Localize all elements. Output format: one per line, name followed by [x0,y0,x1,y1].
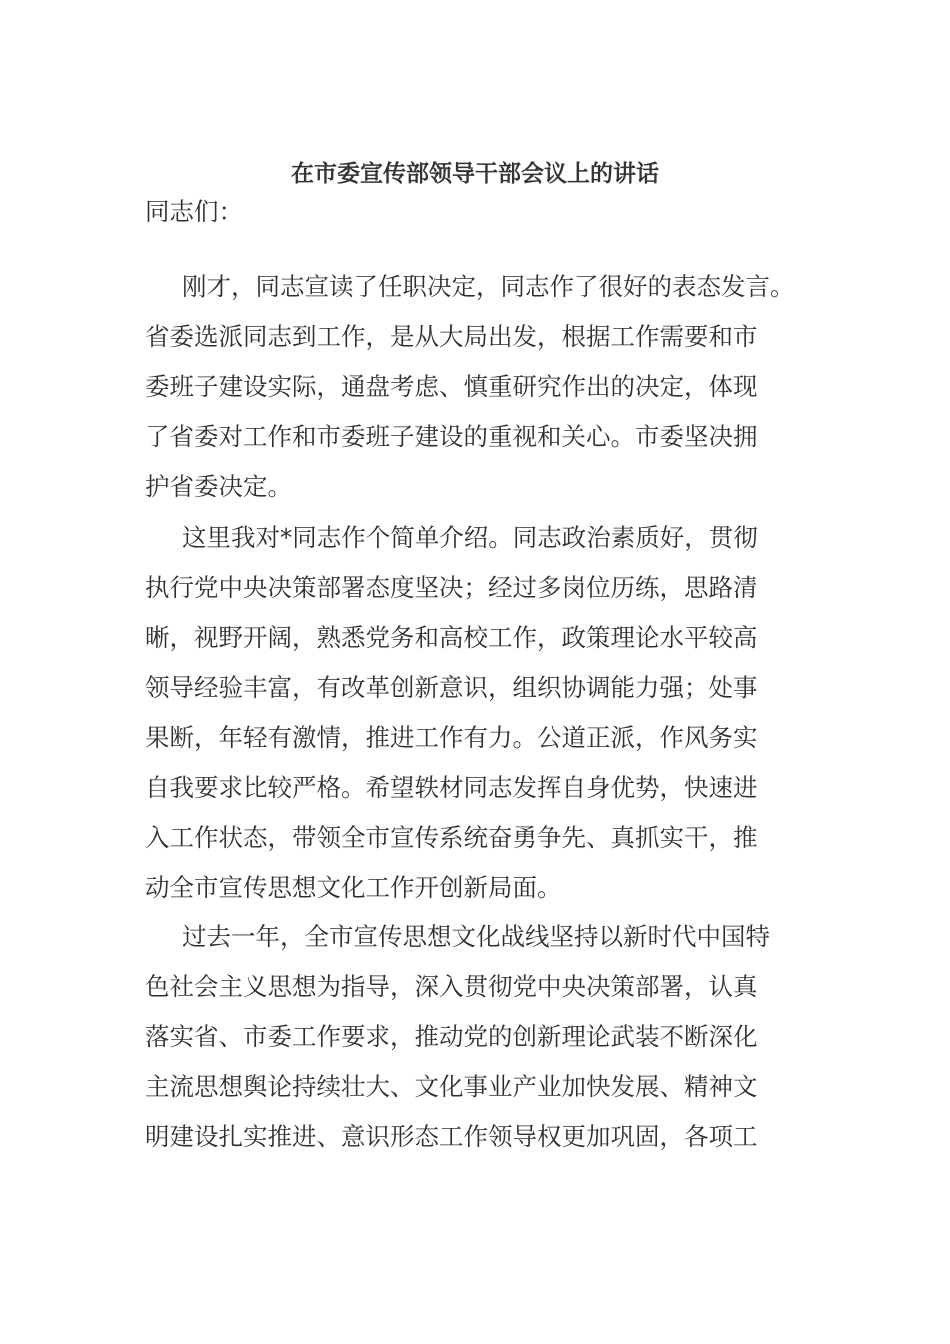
paragraph-line: 入工作状态，带领全市宣传系统奋勇争先、真抓实干，推 [145,823,758,852]
paragraph-1 [145,262,815,512]
paragraph-line: 落实省、市委工作要求，推动党的创新理论武装不断深化 [145,1022,758,1051]
paragraph-line: 动全市宣传思想文化工作开创新局面。 [145,873,562,902]
document-title: 在市委宣传部领导干部会议上的讲话 [291,161,659,187]
paragraph-line: 这里我对*同志作个简单介绍。同志政治素质好，贯彻 [182,523,758,552]
paragraph-line: 护省委决定。 [145,472,292,501]
paragraph-line: 委班子建设实际，通盘考虑、慎重研究作出的决定，体现 [145,372,758,401]
paragraph-line: 省委选派同志到工作，是从大局出发，根据工作需要和市 [145,322,758,351]
paragraph-line: 明建设扎实推进、意识形态工作领导权更加巩固，各项工 [145,1122,758,1151]
paragraph-2 [145,513,815,913]
paragraph-line: 了省委对工作和市委班子建设的重视和关心。市委坚决拥 [145,422,758,451]
paragraph-line: 果断，年轻有激情，推进工作有力。公道正派，作风务实 [145,723,758,752]
paragraph-3 [145,912,815,1162]
paragraph-line: 执行党中央决策部署态度坚决；经过多岗位历练，思路清 [145,573,758,602]
paragraph-line: 领导经验丰富，有改革创新意识，组织协调能力强；处事 [145,673,758,702]
salutation: 同志们： [145,197,243,226]
paragraph-line: 自我要求比较严格。希望轶材同志发挥自身优势，快速进 [145,773,758,802]
paragraph-line: 刚才，同志宣读了任职决定，同志作了很好的表态发言。 [182,272,795,301]
paragraph-line: 过去一年，全市宣传思想文化战线坚持以新时代中国特 [182,922,770,951]
paragraph-line: 色社会主义思想为指导，深入贯彻党中央决策部署，认真 [145,972,758,1001]
paragraph-line: 晰，视野开阔，熟悉党务和高校工作，政策理论水平较高 [145,623,758,652]
paragraph-line: 主流思想舆论持续壮大、文化事业产业加快发展、精神文 [145,1072,758,1101]
